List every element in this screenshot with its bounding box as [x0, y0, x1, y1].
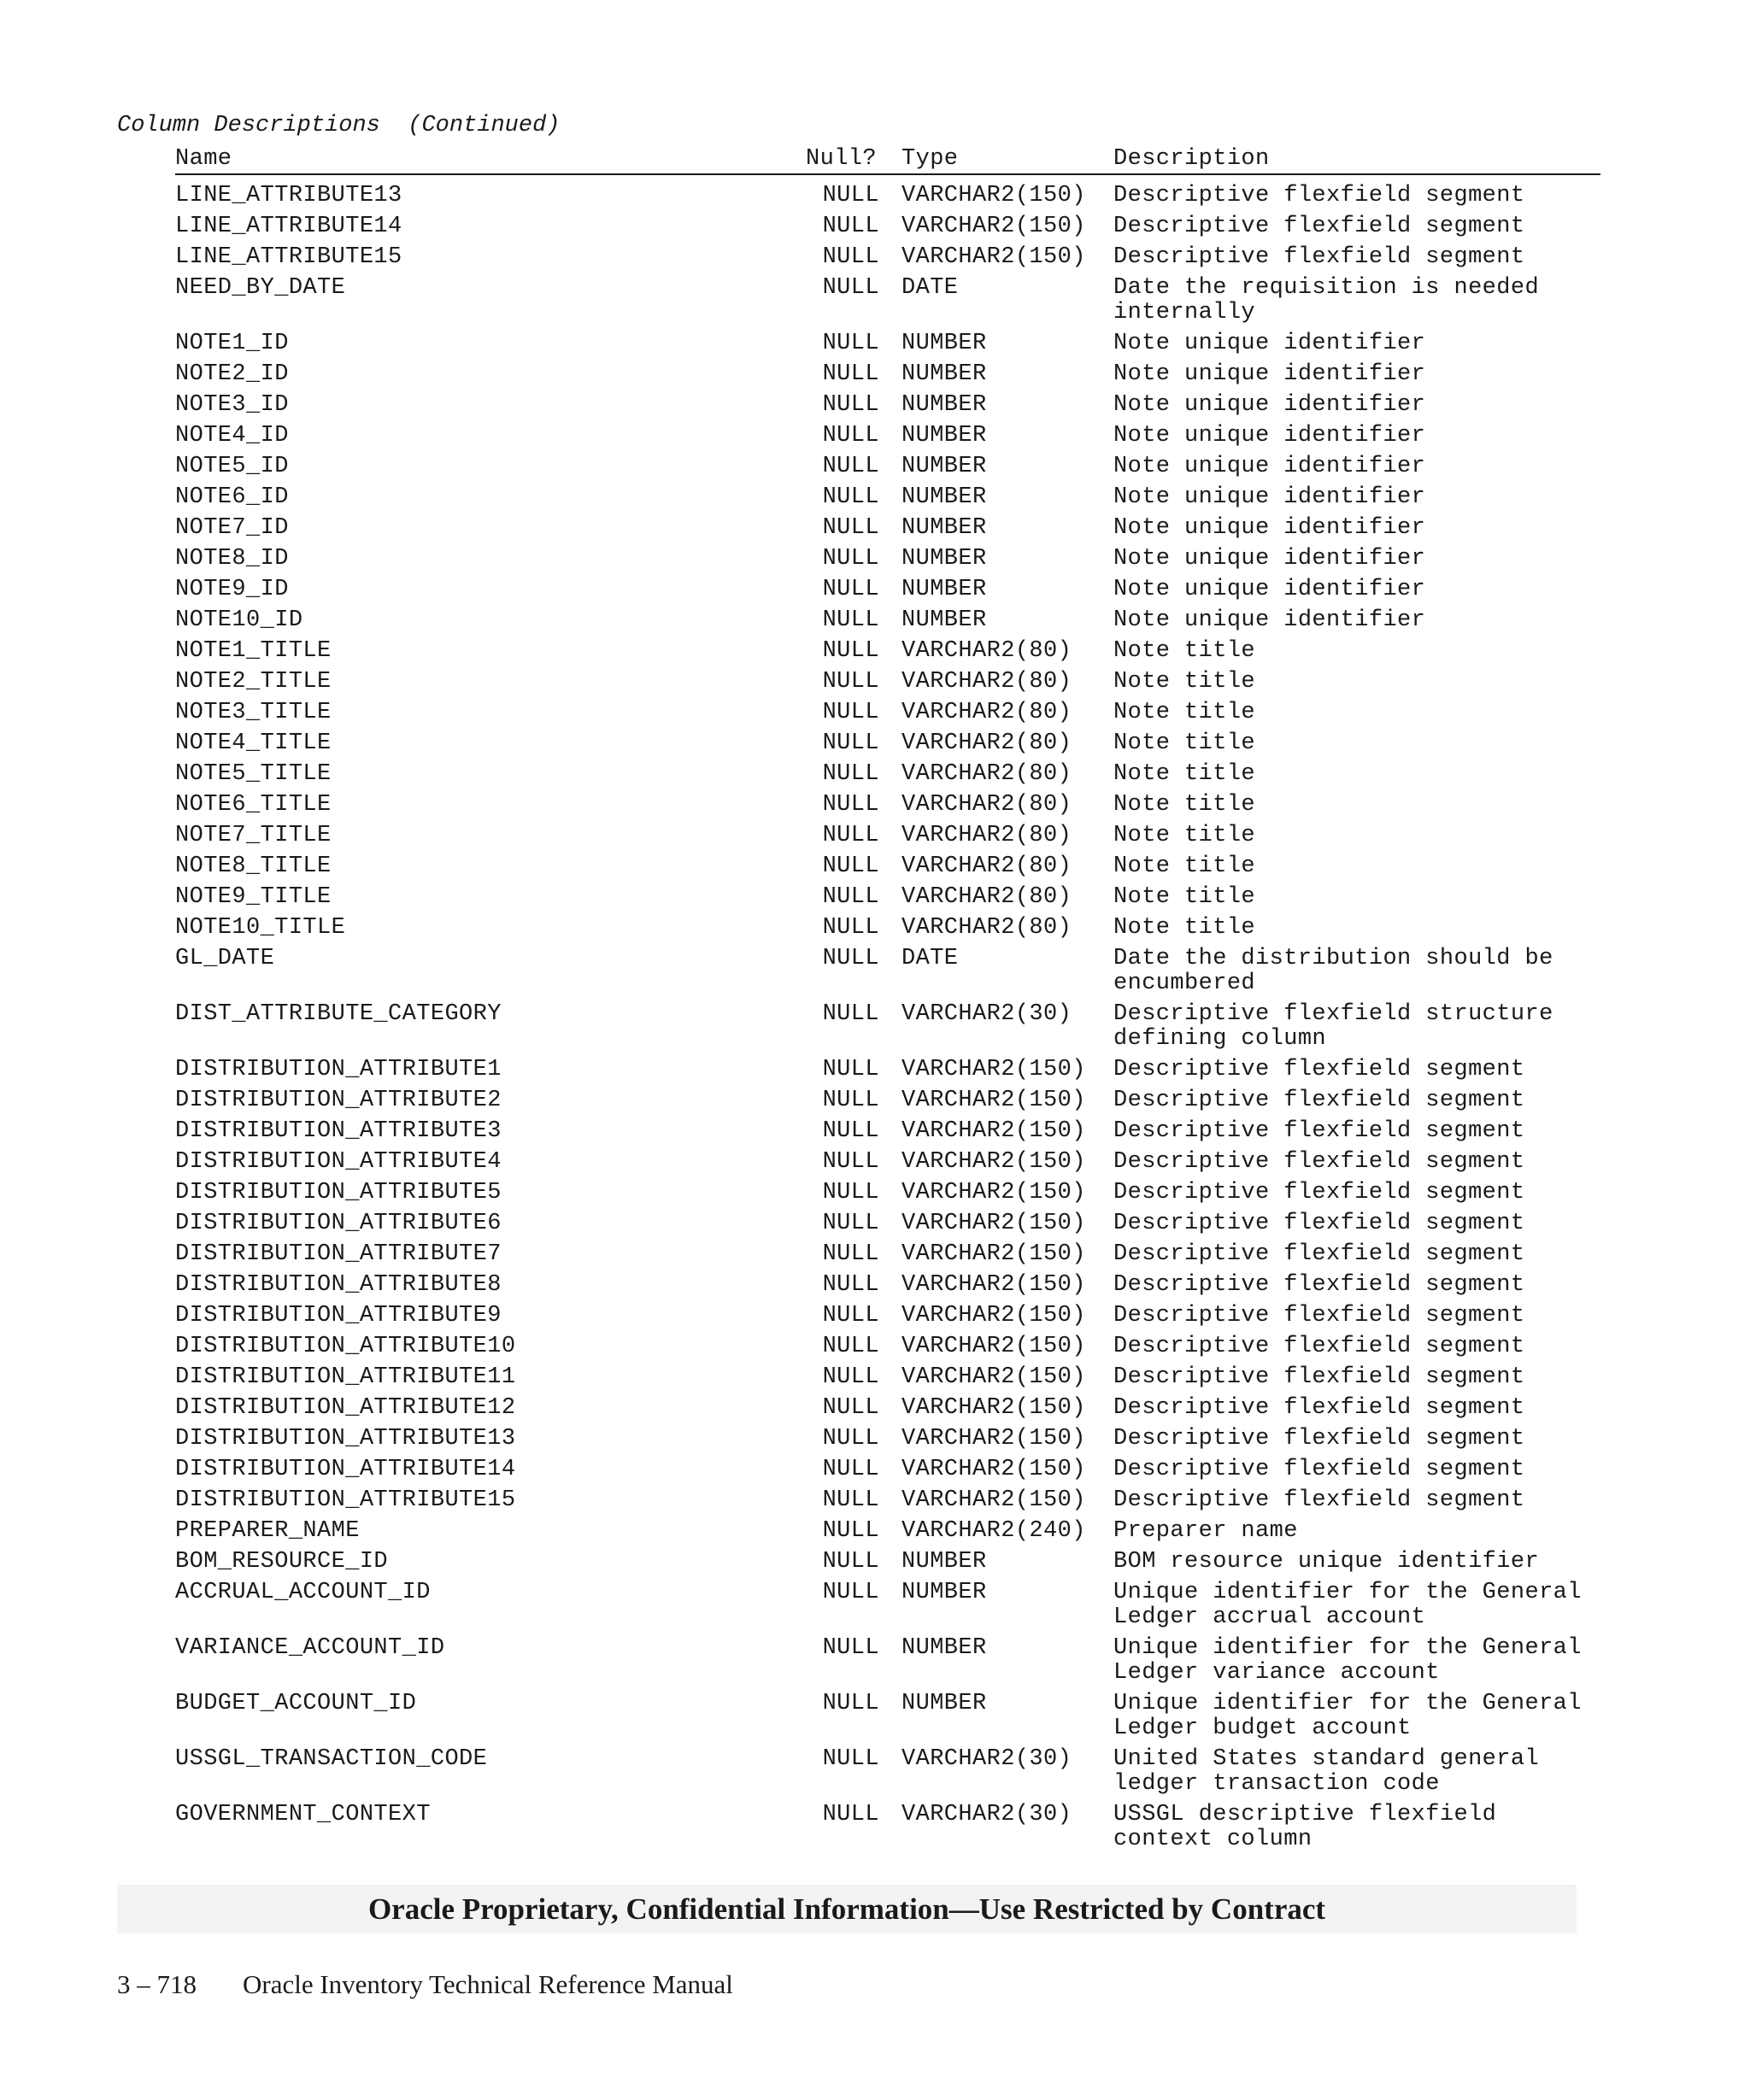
cell-type: VARCHAR2(150): [901, 183, 1086, 208]
cell-description: Descriptive flexfield segment: [1113, 244, 1525, 270]
cell-description: Date the requisition is needed internally: [1113, 275, 1540, 326]
cell-description: Descriptive flexfield segment: [1113, 1118, 1525, 1144]
cell-null: NULL: [822, 915, 879, 941]
cell-name: DISTRIBUTION_ATTRIBUTE5: [175, 1180, 502, 1205]
cell-type: VARCHAR2(150): [901, 1426, 1086, 1452]
cell-description: Descriptive flexfield segment: [1113, 214, 1525, 239]
cell-type: VARCHAR2(80): [901, 853, 1072, 879]
cell-null: NULL: [822, 361, 879, 387]
cell-description: Descriptive flexfield segment: [1113, 1272, 1525, 1298]
table-row: [175, 1304, 1600, 1334]
cell-null: NULL: [822, 761, 879, 787]
cell-null: NULL: [822, 1334, 879, 1359]
cell-null: NULL: [822, 1180, 879, 1205]
cell-null: NULL: [822, 1364, 879, 1390]
cell-description: Note title: [1113, 638, 1256, 664]
cell-name: DISTRIBUTION_ATTRIBUTE6: [175, 1211, 502, 1236]
cell-null: NULL: [822, 183, 879, 208]
table-row: [175, 1088, 1600, 1119]
cell-name: NOTE3_ID: [175, 392, 289, 418]
table-row: [175, 1636, 1600, 1692]
cell-description: Unique identifier for the General Ledger budget account: [1113, 1691, 1582, 1741]
cell-name: NOTE9_TITLE: [175, 884, 332, 910]
cell-type: VARCHAR2(150): [901, 244, 1086, 270]
cell-name: BUDGET_ACCOUNT_ID: [175, 1691, 417, 1716]
table-row: [175, 578, 1600, 608]
cell-null: NULL: [822, 1211, 879, 1236]
cell-type: VARCHAR2(80): [901, 915, 1072, 941]
cell-type: NUMBER: [901, 1635, 987, 1661]
cell-type: VARCHAR2(80): [901, 638, 1072, 664]
cell-null: NULL: [822, 1088, 879, 1113]
cell-name: NOTE1_TITLE: [175, 638, 332, 664]
cell-name: NOTE2_ID: [175, 361, 289, 387]
cell-null: NULL: [822, 823, 879, 848]
cell-description: Date the distribution should be encumbered: [1113, 946, 1553, 996]
cell-description: United States standard general ledger transaction code: [1113, 1746, 1540, 1797]
cell-null: NULL: [822, 392, 879, 418]
cell-null: NULL: [822, 1303, 879, 1329]
cell-null: NULL: [822, 884, 879, 910]
cell-null: NULL: [822, 577, 879, 602]
cell-description: Note unique identifier: [1113, 484, 1426, 510]
cell-null: NULL: [822, 1057, 879, 1082]
cell-type: VARCHAR2(150): [901, 1364, 1086, 1390]
cell-null: NULL: [822, 1395, 879, 1421]
cell-name: PREPARER_NAME: [175, 1518, 360, 1544]
cell-description: Descriptive flexfield segment: [1113, 1088, 1525, 1113]
table-row: [175, 1488, 1600, 1519]
cell-name: DISTRIBUTION_ATTRIBUTE9: [175, 1303, 502, 1329]
table-row: [175, 362, 1600, 393]
cell-type: VARCHAR2(80): [901, 700, 1072, 725]
cell-description: Descriptive flexfield segment: [1113, 1334, 1525, 1359]
table-row: [175, 670, 1600, 701]
cell-null: NULL: [822, 546, 879, 572]
table-row: [175, 824, 1600, 854]
table-row: [175, 184, 1600, 214]
cell-description: Descriptive flexfield structure defining column: [1113, 1001, 1553, 1052]
cell-name: LINE_ATTRIBUTE14: [175, 214, 402, 239]
cell-name: NOTE5_TITLE: [175, 761, 332, 787]
cell-null: NULL: [822, 1635, 879, 1661]
cell-null: NULL: [822, 1746, 879, 1772]
cell-description: Note title: [1113, 761, 1256, 787]
manual-title: Oracle Inventory Technical Reference Manual: [243, 1969, 733, 1999]
table-row: [175, 916, 1600, 947]
table-row: [175, 1427, 1600, 1458]
cell-description: Note unique identifier: [1113, 546, 1426, 572]
cell-name: DISTRIBUTION_ATTRIBUTE13: [175, 1426, 516, 1452]
cell-description: USSGL descriptive flexfield context column: [1113, 1802, 1497, 1852]
cell-name: DISTRIBUTION_ATTRIBUTE1: [175, 1057, 502, 1082]
cell-type: VARCHAR2(150): [901, 1272, 1086, 1298]
cell-name: DISTRIBUTION_ATTRIBUTE7: [175, 1241, 502, 1267]
table-row: [175, 639, 1600, 670]
cell-name: NOTE4_TITLE: [175, 730, 332, 756]
cell-description: Note unique identifier: [1113, 607, 1426, 633]
cell-description: Note unique identifier: [1113, 454, 1426, 479]
cell-description: Descriptive flexfield segment: [1113, 1395, 1525, 1421]
table-row: [175, 1334, 1600, 1365]
table-row: [175, 331, 1600, 362]
table-row: [175, 1211, 1600, 1242]
table-row: [175, 245, 1600, 276]
cell-description: Note title: [1113, 884, 1256, 910]
cell-name: NOTE6_ID: [175, 484, 289, 510]
confidential-notice: Oracle Proprietary, Confidential Information––Use Restricted by Contract: [117, 1885, 1577, 1933]
cell-name: ACCRUAL_ACCOUNT_ID: [175, 1580, 431, 1605]
cell-description: Preparer name: [1113, 1518, 1298, 1544]
cell-type: VARCHAR2(150): [901, 1395, 1086, 1421]
cell-name: USSGL_TRANSACTION_CODE: [175, 1746, 488, 1772]
cell-type: NUMBER: [901, 577, 987, 602]
cell-null: NULL: [822, 638, 879, 664]
cell-type: NUMBER: [901, 546, 987, 572]
cell-type: DATE: [901, 275, 959, 301]
cell-type: VARCHAR2(150): [901, 1457, 1086, 1482]
table-row: [175, 455, 1600, 485]
cell-description: Descriptive flexfield segment: [1113, 1487, 1525, 1513]
cell-name: NOTE4_ID: [175, 423, 289, 449]
cell-null: NULL: [822, 1518, 879, 1544]
cell-type: NUMBER: [901, 331, 987, 356]
table-row: [175, 1692, 1600, 1747]
cell-type: VARCHAR2(80): [901, 823, 1072, 848]
table-header-row: [175, 144, 1600, 175]
cell-name: DISTRIBUTION_ATTRIBUTE15: [175, 1487, 516, 1513]
cell-null: NULL: [822, 1426, 879, 1452]
table-row: [175, 1365, 1600, 1396]
cell-description: Descriptive flexfield segment: [1113, 1211, 1525, 1236]
table-row: [175, 885, 1600, 916]
cell-description: Note title: [1113, 730, 1256, 756]
cell-type: VARCHAR2(150): [901, 1118, 1086, 1144]
table-row: [175, 1150, 1600, 1181]
cell-type: NUMBER: [901, 361, 987, 387]
cell-name: GOVERNMENT_CONTEXT: [175, 1802, 431, 1827]
cell-description: Note unique identifier: [1113, 392, 1426, 418]
cell-name: NOTE10_ID: [175, 607, 303, 633]
cell-null: NULL: [822, 1149, 879, 1175]
cell-description: Note unique identifier: [1113, 361, 1426, 387]
cell-type: VARCHAR2(150): [901, 1180, 1086, 1205]
cell-null: NULL: [822, 515, 879, 541]
cell-description: Descriptive flexfield segment: [1113, 1364, 1525, 1390]
cell-null: NULL: [822, 1549, 879, 1575]
cell-description: Note title: [1113, 853, 1256, 879]
cell-null: NULL: [822, 1272, 879, 1298]
cell-null: NULL: [822, 1001, 879, 1027]
cell-type: VARCHAR2(150): [901, 1088, 1086, 1113]
table-row: [175, 731, 1600, 762]
table-row: [175, 1550, 1600, 1581]
table-row: [175, 547, 1600, 578]
cell-description: Descriptive flexfield segment: [1113, 1180, 1525, 1205]
cell-null: NULL: [822, 331, 879, 356]
table-row: [175, 762, 1600, 793]
cell-description: Note title: [1113, 823, 1256, 848]
table-row: [175, 1273, 1600, 1304]
cell-type: VARCHAR2(150): [901, 1057, 1086, 1082]
cell-type: NUMBER: [901, 515, 987, 541]
cell-type: VARCHAR2(80): [901, 730, 1072, 756]
cell-null: NULL: [822, 214, 879, 239]
cell-name: DISTRIBUTION_ATTRIBUTE12: [175, 1395, 516, 1421]
table-row: [175, 393, 1600, 424]
table-row: [175, 214, 1600, 245]
cell-null: NULL: [822, 669, 879, 695]
table-row: [175, 516, 1600, 547]
cell-name: NOTE1_ID: [175, 331, 289, 356]
header-name: Name: [175, 146, 232, 172]
cell-type: NUMBER: [901, 1691, 987, 1716]
table-row: [175, 1058, 1600, 1088]
cell-description: Note unique identifier: [1113, 577, 1426, 602]
cell-name: GL_DATE: [175, 946, 275, 971]
cell-description: Note unique identifier: [1113, 423, 1426, 449]
cell-null: NULL: [822, 700, 879, 725]
cell-name: NOTE8_ID: [175, 546, 289, 572]
cell-type: VARCHAR2(240): [901, 1518, 1086, 1544]
cell-name: NOTE7_TITLE: [175, 823, 332, 848]
cell-null: NULL: [822, 1691, 879, 1716]
cell-null: NULL: [822, 792, 879, 818]
table-row: [175, 793, 1600, 824]
cell-name: NOTE6_TITLE: [175, 792, 332, 818]
cell-description: Note title: [1113, 792, 1256, 818]
table-row: [175, 947, 1600, 1002]
cell-name: DIST_ATTRIBUTE_CATEGORY: [175, 1001, 502, 1027]
cell-type: NUMBER: [901, 607, 987, 633]
cell-type: VARCHAR2(30): [901, 1746, 1072, 1772]
cell-type: VARCHAR2(80): [901, 792, 1072, 818]
cell-type: NUMBER: [901, 454, 987, 479]
cell-null: NULL: [822, 1118, 879, 1144]
table-row: [175, 1396, 1600, 1427]
page-footer: [117, 1969, 733, 2000]
cell-description: Descriptive flexfield segment: [1113, 1303, 1525, 1329]
cell-name: NOTE5_ID: [175, 454, 289, 479]
cell-type: VARCHAR2(30): [901, 1802, 1072, 1827]
cell-name: VARIANCE_ACCOUNT_ID: [175, 1635, 445, 1661]
cell-null: NULL: [822, 423, 879, 449]
cell-description: Note title: [1113, 700, 1256, 725]
cell-type: VARCHAR2(150): [901, 1211, 1086, 1236]
cell-name: LINE_ATTRIBUTE15: [175, 244, 402, 270]
header-description: Description: [1113, 146, 1270, 172]
cell-description: Descriptive flexfield segment: [1113, 1457, 1525, 1482]
cell-null: NULL: [822, 607, 879, 633]
table-row: [175, 608, 1600, 639]
cell-name: NOTE10_TITLE: [175, 915, 346, 941]
column-descriptions-table: [175, 144, 1600, 1858]
cell-description: Unique identifier for the General Ledger accrual account: [1113, 1580, 1582, 1630]
cell-name: NOTE8_TITLE: [175, 853, 332, 879]
cell-name: NOTE7_ID: [175, 515, 289, 541]
cell-type: VARCHAR2(150): [901, 1487, 1086, 1513]
table-body: [175, 175, 1600, 1858]
cell-name: DISTRIBUTION_ATTRIBUTE2: [175, 1088, 502, 1113]
cell-null: NULL: [822, 730, 879, 756]
table-row: [175, 1181, 1600, 1211]
table-row: [175, 424, 1600, 455]
cell-name: NOTE9_ID: [175, 577, 289, 602]
section-title: Column Descriptions (Continued): [117, 113, 561, 138]
cell-name: NOTE3_TITLE: [175, 700, 332, 725]
cell-type: NUMBER: [901, 1549, 987, 1575]
cell-description: Note title: [1113, 669, 1256, 695]
cell-description: Descriptive flexfield segment: [1113, 1426, 1525, 1452]
table-row: [175, 701, 1600, 731]
cell-description: Note unique identifier: [1113, 515, 1426, 541]
table-row: [175, 1581, 1600, 1636]
cell-name: DISTRIBUTION_ATTRIBUTE3: [175, 1118, 502, 1144]
header-null: Null?: [806, 146, 878, 172]
table-row: [175, 1458, 1600, 1488]
cell-type: VARCHAR2(150): [901, 1303, 1086, 1329]
cell-type: VARCHAR2(150): [901, 1334, 1086, 1359]
cell-name: NEED_BY_DATE: [175, 275, 346, 301]
cell-name: BOM_RESOURCE_ID: [175, 1549, 389, 1575]
table-row: [175, 1002, 1600, 1058]
table-row: [175, 1519, 1600, 1550]
cell-type: DATE: [901, 946, 959, 971]
cell-name: LINE_ATTRIBUTE13: [175, 183, 402, 208]
cell-type: VARCHAR2(150): [901, 1149, 1086, 1175]
page-number: 3 – 718: [117, 1969, 197, 1999]
table-row: [175, 1242, 1600, 1273]
cell-type: VARCHAR2(80): [901, 761, 1072, 787]
cell-null: NULL: [822, 484, 879, 510]
cell-type: VARCHAR2(80): [901, 884, 1072, 910]
cell-null: NULL: [822, 1241, 879, 1267]
cell-description: Note title: [1113, 915, 1256, 941]
table-row: [175, 1803, 1600, 1858]
cell-null: NULL: [822, 1457, 879, 1482]
cell-null: NULL: [822, 1802, 879, 1827]
cell-type: NUMBER: [901, 484, 987, 510]
cell-description: Note unique identifier: [1113, 331, 1426, 356]
cell-null: NULL: [822, 454, 879, 479]
header-type: Type: [901, 146, 959, 172]
cell-name: DISTRIBUTION_ATTRIBUTE4: [175, 1149, 502, 1175]
cell-name: NOTE2_TITLE: [175, 669, 332, 695]
cell-description: Descriptive flexfield segment: [1113, 1057, 1525, 1082]
cell-description: Descriptive flexfield segment: [1113, 1241, 1525, 1267]
cell-description: Descriptive flexfield segment: [1113, 183, 1525, 208]
table-row: [175, 854, 1600, 885]
table-row: [175, 276, 1600, 331]
cell-description: BOM resource unique identifier: [1113, 1549, 1540, 1575]
cell-description: Unique identifier for the General Ledger variance account: [1113, 1635, 1582, 1686]
cell-description: Descriptive flexfield segment: [1113, 1149, 1525, 1175]
table-row: [175, 1119, 1600, 1150]
cell-null: NULL: [822, 1580, 879, 1605]
cell-name: DISTRIBUTION_ATTRIBUTE8: [175, 1272, 502, 1298]
table-row: [175, 1747, 1600, 1803]
cell-type: NUMBER: [901, 392, 987, 418]
table-row: [175, 485, 1600, 516]
cell-type: NUMBER: [901, 423, 987, 449]
cell-type: VARCHAR2(150): [901, 214, 1086, 239]
cell-type: NUMBER: [901, 1580, 987, 1605]
cell-type: VARCHAR2(150): [901, 1241, 1086, 1267]
cell-name: DISTRIBUTION_ATTRIBUTE14: [175, 1457, 516, 1482]
cell-null: NULL: [822, 244, 879, 270]
cell-type: VARCHAR2(30): [901, 1001, 1072, 1027]
cell-null: NULL: [822, 275, 879, 301]
cell-null: NULL: [822, 853, 879, 879]
cell-null: NULL: [822, 946, 879, 971]
cell-name: DISTRIBUTION_ATTRIBUTE10: [175, 1334, 516, 1359]
cell-null: NULL: [822, 1487, 879, 1513]
cell-type: VARCHAR2(80): [901, 669, 1072, 695]
cell-name: DISTRIBUTION_ATTRIBUTE11: [175, 1364, 516, 1390]
